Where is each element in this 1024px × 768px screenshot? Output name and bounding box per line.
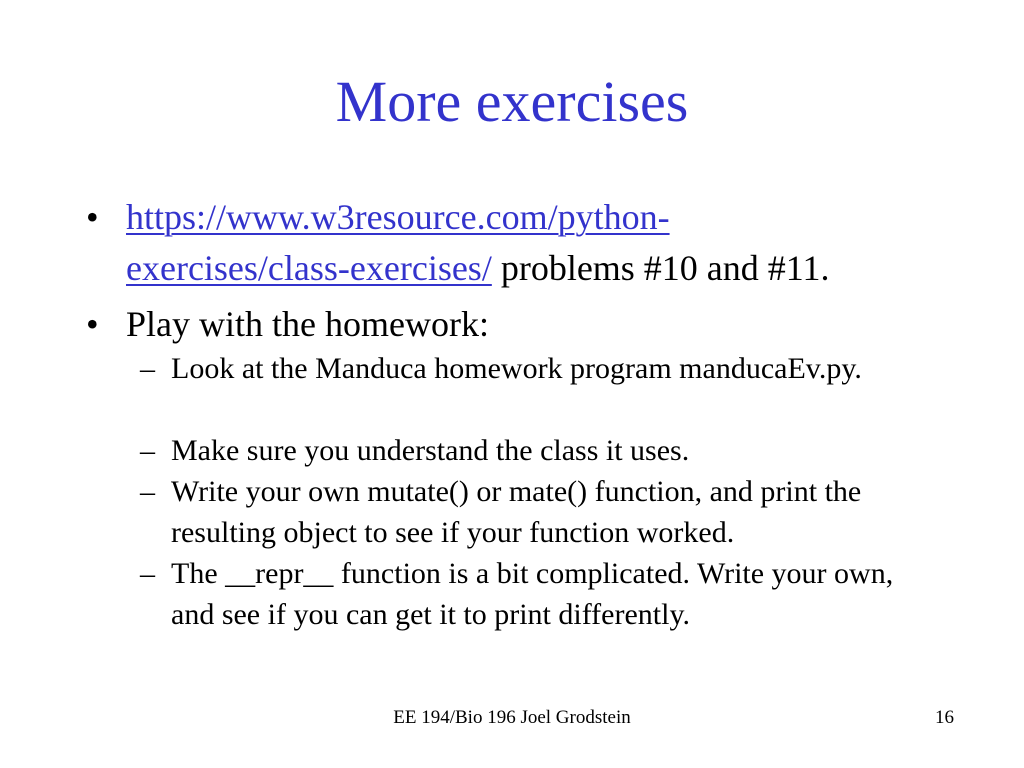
- page-number: 16: [935, 707, 954, 728]
- sub-item-text: Look at the Manduca homework program manducaEv.py.: [171, 352, 862, 385]
- bullet-marker: •: [86, 197, 99, 237]
- slide-title: More exercises: [335, 69, 689, 134]
- bullet-text: [126, 192, 946, 294]
- sub-item-text: The __repr__ function is a bit complicated. Write your own, and see if you can get it to print differently.: [171, 557, 894, 631]
- sub-item-text: Make sure you understand the class it uses.: [171, 434, 690, 467]
- sub-marker: –: [140, 352, 155, 385]
- sub-marker: –: [140, 434, 155, 467]
- exercises-link-line-1: https://www.w3resource.com/python-: [126, 197, 670, 237]
- sub-item-text: Write your own mutate() or mate() function, and print the resulting object to see if your function worked.: [171, 475, 862, 549]
- bullet-marker: •: [86, 304, 99, 344]
- exercises-link-line-2: exercises/class-exercises/: [126, 248, 492, 288]
- footer-course-info: EE 194/Bio 196 Joel Grodstein: [393, 707, 631, 728]
- problems-text: problems #10 and #11.: [491, 248, 830, 288]
- sub-marker: –: [140, 557, 155, 590]
- bullet-text: Play with the homework:: [126, 304, 489, 344]
- sub-marker: –: [140, 475, 155, 508]
